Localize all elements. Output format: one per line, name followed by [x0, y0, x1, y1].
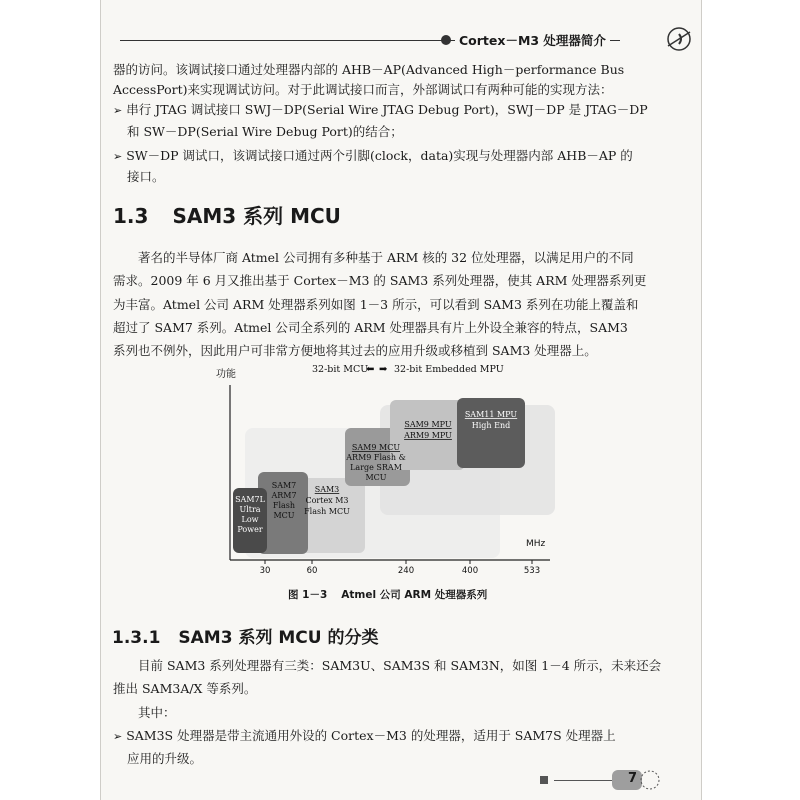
figure-caption — [288, 587, 487, 602]
bullet-arrow-icon: ➢ — [113, 730, 123, 743]
subsection-para-line-2: 推出 SAM3A/X 等系列。 — [113, 681, 257, 696]
sam7-label-3: Flash — [272, 501, 296, 510]
bullet-arrow-icon: ➢ — [113, 104, 123, 117]
sam7-label-1: SAM7 — [271, 481, 297, 490]
section-para-line-3: 为丰富。Atmel 公司 ARM 处理器系列如图 1－3 所示，可以看到 SAM3 系列在功能上覆盖和 — [113, 297, 639, 312]
subsection-heading — [112, 623, 379, 648]
header-ornament-icon — [664, 24, 694, 54]
intro-bullet-2-cont: 接口。 — [127, 169, 165, 184]
header-dot — [441, 35, 451, 45]
y-axis-label: 功能 — [216, 369, 236, 380]
legend-right-label: 32-bit Embedded MPU — [394, 364, 504, 375]
sam11-mpu-label-2: High End — [471, 421, 511, 430]
subsection-bullet-1-text: SAM3S 处理器是带主流通用外设的 Cortex－M3 的处理器，适用于 SAM7S 处理器上 — [126, 728, 616, 743]
intro-line-2: AccessPort)来实现调试访问。对于此调试接口而言，外部调试口有两种可能的实现方法： — [113, 82, 613, 97]
sam3-label-1: SAM3 — [314, 485, 340, 494]
figure-caption-number: 图 1－3 — [288, 589, 328, 601]
x-tick-400: 400 — [461, 566, 479, 576]
bullet-arrow-icon: ➢ — [113, 150, 123, 163]
sam7l-label-3: Low — [241, 515, 259, 524]
sam7-label-2: ARM7 — [271, 491, 297, 500]
running-header-title: Cortex－M3 处理器简介 — [455, 31, 610, 49]
intro-line-1: 器的访问。该调试接口通过处理器内部的 AHB－AP(Advanced High－performance Bus — [113, 62, 625, 77]
footer-rule — [554, 780, 614, 781]
legend-left-label: 32-bit MCU — [312, 364, 369, 375]
sam9-mpu-label-2: ARM9 MPU — [404, 431, 452, 440]
footer-square — [540, 776, 548, 784]
intro-bullet-2 — [113, 148, 633, 165]
sam3-label-3: Flash MCU — [304, 507, 350, 516]
intro-bullet-1-cont: 和 SW－DP(Serial Wire Debug Port)的结合； — [127, 124, 403, 139]
sam9-mcu-label-4: MCU — [365, 473, 387, 482]
section-heading — [113, 200, 341, 229]
sam7l-label-4: Power — [237, 525, 263, 534]
section-number: 1.3 — [113, 204, 149, 228]
sam9-mcu-label-2: ARM9 Flash & — [346, 453, 406, 462]
subsection-para-line-1: 目前 SAM3 系列处理器有三类：SAM3U、SAM3S 和 SAM3N，如图 1－4 所示，未来还会 — [138, 658, 662, 673]
sam3-label-2: Cortex M3 — [305, 496, 349, 505]
sam7l-label-2: Ultra — [239, 505, 261, 514]
subsection-bullet-1 — [113, 728, 616, 745]
sam7l-label-1: SAM7L — [235, 495, 265, 504]
atmel-arm-family-figure — [200, 360, 570, 585]
x-tick-240: 240 — [397, 566, 415, 576]
intro-bullet-2-text: SW－DP 调试口，该调试接口通过两个引脚(clock，data)实现与处理器内部 AHB－AP 的 — [126, 148, 633, 163]
figure-caption-text: Atmel 公司 ARM 处理器系列 — [341, 589, 488, 601]
legend-left-arrow-icon: ⬅ — [366, 364, 375, 375]
legend-right-arrow-icon: ➡ — [379, 364, 388, 375]
section-para-line-5: 系列也不例外，因此用户可非常方便地将其过去的应用升级或移植到 SAM3 处理器上。 — [113, 343, 597, 358]
sam7-label-4: MCU — [273, 511, 295, 520]
subsection-title: SAM3 系列 MCU 的分类 — [178, 628, 379, 648]
x-tick-60: 60 — [306, 566, 318, 576]
x-tick-533: 533 — [523, 566, 541, 576]
family-box-sam11-mpu — [457, 398, 525, 468]
intro-bullet-1 — [113, 102, 648, 119]
sam9-mpu-label-1: SAM9 MPU — [404, 420, 452, 429]
subsection-bullet-1-cont: 应用的升级。 — [127, 751, 203, 766]
section-para-line-4: 超过了 SAM7 系列。Atmel 公司全系列的 ARM 处理器具有片上外设全兼容的特点，SAM3 — [113, 320, 628, 335]
section-title: SAM3 系列 MCU — [172, 204, 341, 228]
x-axis-label: MHz — [526, 539, 546, 549]
subsection-number: 1.3.1 — [112, 628, 161, 648]
sam9-mcu-label-1: SAM9 MCU — [351, 443, 401, 452]
intro-bullet-1-text: 串行 JTAG 调试接口 SWJ－DP(Serial Wire JTAG Debug Port)，SWJ－DP 是 JTAG－DP — [126, 102, 648, 117]
page-number: 7 — [628, 771, 638, 786]
section-para-line-2: 需求。2009 年 6 月又推出基于 Cortex－M3 的 SAM3 系列处理器，使其 ARM 处理器系列更 — [113, 273, 647, 288]
section-para-line-1: 著名的半导体厂商 Atmel 公司拥有多种基于 ARM 核的 32 位处理器，以满足用户的不同 — [138, 250, 634, 265]
x-tick-30: 30 — [259, 566, 271, 576]
sam11-mpu-label-1: SAM11 MPU — [464, 410, 518, 419]
subsection-para-line-3: 其中： — [138, 705, 176, 720]
sam9-mcu-label-3: Large SRAM — [350, 463, 402, 472]
